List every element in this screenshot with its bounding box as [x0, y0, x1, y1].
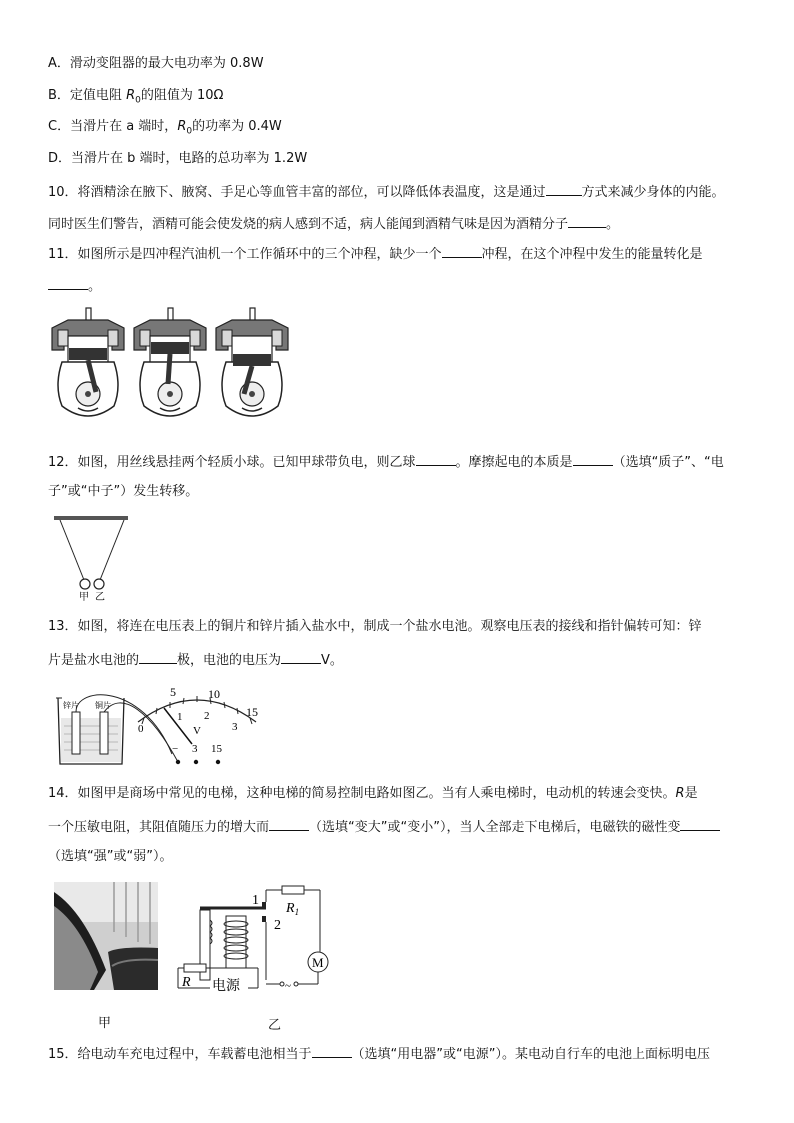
- contact-2: [262, 916, 266, 922]
- option-b: [48, 87, 223, 110]
- q13-line-2: [48, 650, 343, 670]
- option-b-var: R: [126, 88, 136, 103]
- terminal-3: 3: [192, 743, 198, 755]
- q10-text-1: 10．将酒精涂在腋下、腋窝、手足心等血管丰富的部位，可以降低体表温度，这是通过: [48, 185, 546, 200]
- terminal-dot-2: [194, 760, 198, 764]
- terminal-dot-1: [176, 760, 180, 764]
- option-b-text: B．定值电阻: [48, 88, 127, 103]
- voltmeter-unit: V: [193, 725, 201, 737]
- q14-var-r: R: [675, 786, 685, 801]
- q10-line-2: [48, 214, 619, 234]
- q14-text-1: 14．如图甲是商场中常见的电梯，这种电梯的简易控制电路如图乙。当有人乘电梯时，电动机的转速会变快。: [48, 786, 676, 801]
- scale-3: 3: [232, 721, 238, 733]
- thread-right: [100, 520, 124, 580]
- pressure-resistor-icon: [184, 964, 206, 972]
- q13-line-1: 13．如图，将连在电压表上的铜片和锌片插入盐水中，制成一个盐水电池。观察电压表的接线和指针偏转可知：锌: [48, 619, 702, 634]
- q14-text-3: 一个压敏电阻，其阻值随压力的增大而: [48, 820, 270, 835]
- q12-text-2: 。摩擦起电的本质是: [455, 455, 573, 470]
- power-source-label: 电源: [212, 979, 240, 992]
- q11-text-2: 冲程，在这个冲程中发生的能量转化是: [481, 247, 703, 262]
- q14-blank-1[interactable]: [269, 817, 309, 831]
- option-b-text-2: 的阻值为 10Ω: [140, 88, 224, 103]
- q10-blank-1[interactable]: [546, 182, 582, 196]
- scale-2: 2: [204, 710, 210, 722]
- scale-1: 1: [177, 711, 183, 723]
- q10-text-2: 方式来减少身体的内能。: [581, 185, 725, 200]
- q11-text-1: 11．如图所示是四冲程汽油机一个工作循环中的三个冲程，缺少一个: [48, 247, 442, 262]
- label-jia: 甲: [79, 592, 89, 603]
- copper-plate-icon: [100, 712, 108, 754]
- q11-blank-2[interactable]: [48, 276, 88, 290]
- voltmeter-scale: [138, 700, 256, 722]
- q15-blank-1[interactable]: [312, 1044, 352, 1058]
- option-d: D．当滑片在 b 端时，电路的总功率为 1.2W: [48, 151, 308, 166]
- contact-1: [262, 902, 266, 908]
- q14-line-3: （选填“强”或“弱”）。: [48, 849, 173, 864]
- scale-15: 15: [246, 705, 258, 719]
- option-c-text-2: 的功率为 0.4W: [192, 119, 282, 134]
- contact-1-label: 1: [252, 893, 259, 908]
- ball-jia-icon: [80, 579, 90, 589]
- q12-text-1: 12．如图，用丝线悬挂两个轻质小球。已知甲球带负电，则乙球: [48, 455, 416, 470]
- engine-strokes-figure: [48, 306, 292, 424]
- terminal-15: 15: [211, 743, 222, 755]
- option-c-sub: 0: [186, 126, 193, 137]
- ceiling-icon: [54, 516, 128, 520]
- option-a: A．滑动变阻器的最大电功率为 0.8W: [48, 56, 264, 71]
- zinc-plate-icon: [72, 712, 80, 754]
- control-circuit-figure: [170, 880, 335, 992]
- q13-blank-2[interactable]: [281, 650, 321, 664]
- q10-text-3: 同时医生们警告，酒精可能会使发烧的病人感到不适，病人能闻到酒精气味是因为酒精分子: [48, 217, 569, 232]
- q10-blank-2[interactable]: [568, 214, 606, 228]
- r-label: R: [182, 975, 191, 990]
- q14-text-4: （选填“变大”或“变小”），当人全部走下电梯后，电磁铁的磁性变: [309, 820, 681, 835]
- option-c-var: R: [177, 119, 187, 134]
- escalator-photo: [54, 882, 158, 990]
- q13-text-3: V。: [321, 653, 343, 668]
- contact-2-label: 2: [274, 918, 281, 933]
- option-c: [48, 118, 282, 141]
- q14-line-2: [48, 817, 720, 837]
- q14-line-1: [48, 785, 698, 803]
- ball-yi-icon: [94, 579, 104, 589]
- q12-blank-1[interactable]: [416, 452, 456, 466]
- thread-left: [60, 520, 84, 580]
- option-b-sub: 0: [135, 95, 141, 106]
- q11-blank-1[interactable]: [442, 244, 482, 258]
- salt-water: [61, 718, 121, 762]
- resistor-r1-icon: [282, 886, 304, 894]
- engine-3-icon: [216, 308, 288, 416]
- r1-label: $R_1$: [286, 901, 300, 917]
- suspended-balls-figure: [52, 514, 132, 604]
- q12-line-1: [48, 452, 724, 472]
- q15-text-2: （选填“用电器”或“电源”）。某电动自行车的电池上面标明电压: [351, 1047, 710, 1062]
- label-yi: 乙: [95, 592, 105, 603]
- q15-line-1: [48, 1044, 710, 1064]
- q11-line-1: [48, 244, 703, 264]
- q13-text-1: 片是盐水电池的: [48, 653, 140, 668]
- scale-0: 0: [138, 723, 144, 735]
- caption-jia: 甲: [98, 1016, 112, 1031]
- q11-text-3: 。: [88, 279, 102, 294]
- terminal-dot-3: [216, 760, 220, 764]
- q14-blank-2[interactable]: [680, 817, 720, 831]
- q14-text-2: 是: [684, 786, 698, 801]
- q12-text-3: （选填“质子”、“电: [612, 455, 724, 470]
- caption-yi: 乙: [268, 1018, 282, 1033]
- motor-label: M: [312, 955, 324, 970]
- q11-line-2: [48, 276, 101, 296]
- q13-text-2: 极，电池的电压为: [177, 653, 282, 668]
- ac-source-label: ~: [285, 980, 291, 992]
- scale-5: 5: [170, 685, 176, 699]
- salt-battery-figure: [52, 684, 267, 770]
- copper-label: 铜片: [95, 701, 111, 710]
- q15-text-1: 15．给电动车充电过程中，车载蓄电池相当于: [48, 1047, 312, 1062]
- scale-10: 10: [208, 687, 220, 701]
- option-c-text: C．当滑片在 a 端时，: [48, 119, 178, 134]
- q13-blank-1[interactable]: [139, 650, 177, 664]
- terminal-minus: −: [172, 743, 179, 755]
- q10-text-4: 。: [606, 217, 620, 232]
- q12-line-2: 子”或“中子”）发生转移。: [48, 484, 199, 499]
- q12-blank-2[interactable]: [573, 452, 613, 466]
- zinc-label: 锌片: [63, 701, 79, 710]
- engine-1-icon: [52, 308, 124, 416]
- engine-2-icon: [134, 308, 206, 416]
- q10-line-1: [48, 182, 725, 202]
